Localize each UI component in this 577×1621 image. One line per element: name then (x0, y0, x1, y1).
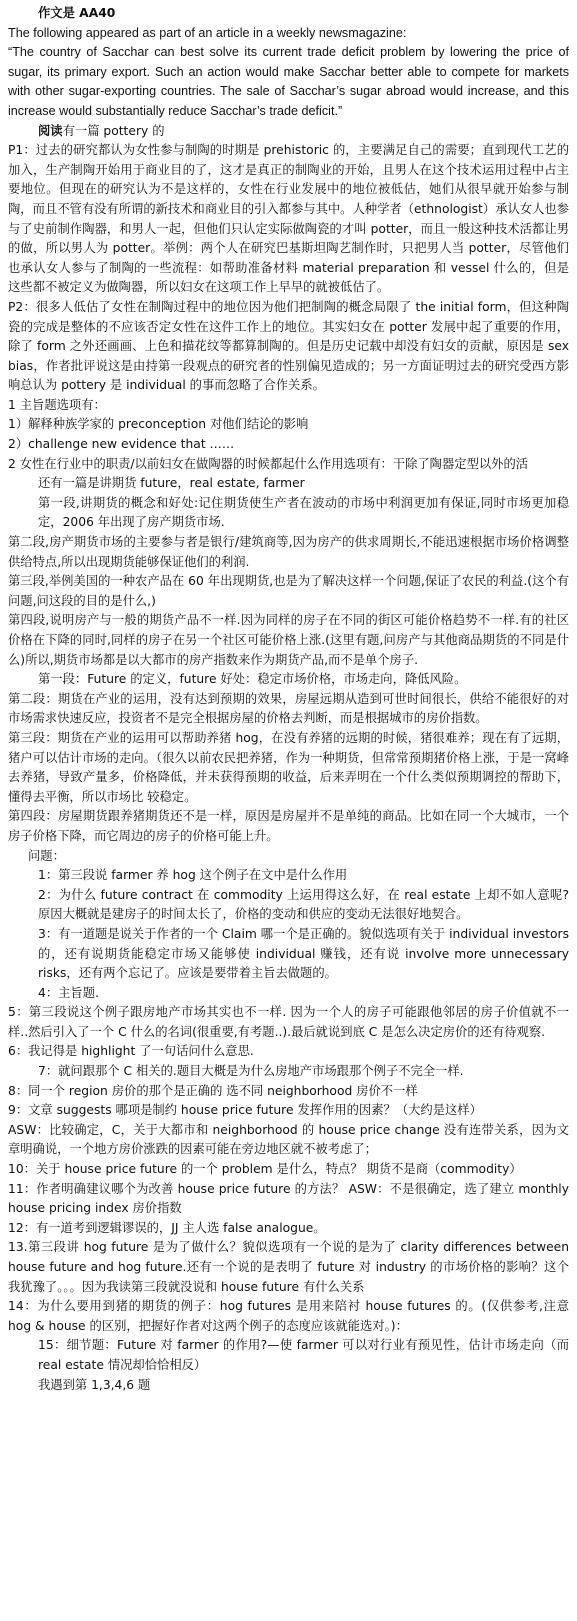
question-10: 10：关于 house price future 的一个 problem 是什么，特点？ 期货不是商（commodity） (8, 1162, 522, 1177)
future-a-para-4: 第四段,说明房产与一般的期货产品不一样.因为同样的房子在不同的街区可能价格趋势不一样.有的社区价格在下降的同时,同样的房子在另一个社区可能价格上涨.(这里有题,问房产与其他商品期货的不同是什么)所以,期货市场都是以大都市的房产指数来作为期货产品,而不是单个房子. (8, 613, 569, 667)
pottery-q1-option-2: 2）challenge new evidence that …… (8, 437, 235, 452)
future-a-para-2: 第二段,房产期货市场的主要参与者是银行/建筑商等,因为房产的供求周期长,不能迅速根据市场价格调整供给特点,所以出现期货能够保证他们的利润. (8, 535, 569, 569)
question-3: 3：有一道题是说关于作者的一个 Claim 哪一个是正确的。貌似选项有关于 individual investors 的，还有说期货能稳定市场又能够使 individual 赚钱，还有说 involve more unnecessary risks，还有两个忘记了。应该是要带着主旨去做题的。 (38, 926, 569, 981)
question-13: 13.第三段讲 hog future 是为了做什么？貌似选项有一个说的是为了 clarity differences between house future and hog future.还有一个说的是表明了 future 对 industry 的市场价格的影响？这个我犹豫了。。。因为我读第三段就没说和 house future 有什么关系 (8, 1240, 569, 1294)
future-b-para-3: 第三段：期货在产业的运用可以帮助养猪 hog，在没有养猪的远期的时候，猪很难养；现在有了远期，猪户可以估计市场的走向。（很久以前农民把养猪，作为一种期货，但常常预期猪价格上涨，于是一窝峰去养猪，导致产量多，价格降低，并未获得预期的收益，后来弄明在一个什么类似预期调控的帮助下，懂得去平衡，所以市场比 较稳定。 (8, 730, 569, 804)
future-summary-b (8, 670, 569, 846)
future-a-para-1: 第一段,讲期货的概念和好处:记住期货使生产者在波动的市场中利润更加有保证,同时市场更加稳定，2006 年出现了房产期货市场. (38, 495, 569, 530)
future-summary-a (8, 494, 569, 670)
question-9: 9：文章 suggests 哪项是制约 house price future 发挥作用的因素？（大约是这样） (8, 1103, 482, 1118)
question-2: 2：为什么 future contract 在 commodity 上运用得这么好，在 real estate 上却不如人意呢? 原因大概就是建房子的时间太长了，价格的变动和供应的变动无法很好地契合。 (38, 887, 569, 922)
question-12: 12：有一道考到逻辑谬误的，JJ 主人选 false analogue。 (8, 1220, 326, 1235)
future-b-para-1: 第一段：Future 的定义，future 好处：稳定市场价格，市场走向，降低风险。 (38, 672, 467, 687)
pottery-q2: 2 女性在行业中的职责/以前妇女在做陶器的时候都起什么作用选项有：干除了陶器定型以外的活 (8, 456, 529, 471)
question-11: 11：作者明确建议哪个为改善 house price future 的方法？ ASW：不是很确定，选了建立 monthly house pricing index 房价指数 (8, 1181, 569, 1216)
pottery-p1: P1：过去的研究都认为女性参与制陶的时期是 prehistoric 的，主要满足自己的需要；直到现代工艺的加入，生产制陶开始用于商业目的了，这才是真正的制陶业的开始，且男人在这个技术运用过程中占主要地位。但现在的研究认为不是这样的，女性在行业发展中的地位被低估，她们从很早就开始参与制陶，而且不管有没有所谓的新技术和商业目的引入都参与其中。人种学者（ethnologist）承认女人也参与了史前制作陶器，和男人一起，但他们只认定实际做陶瓷的才叫 potter，而且一般这种技术活都让男的做，所以男人为 potter。举例：两个人在研究巴基斯坦陶艺制作时，只把男人当 potter，尽管他们也承认女人参与了制陶的一些流程：如帮助准备材料 material preparation 和 vessel 什么的，但是这些都不被定义为做陶器，所以妇女在这项工作上早早的就被低估了。 (8, 143, 569, 295)
question-14: 14：为什么要用到猪的期货的例子：hog futures 是用来陪衬 house futures 的。(仅供参考,注意 hog & house 的区别，把握好作者对这两个例子的态度应该就能选对。)： (8, 1299, 569, 1333)
reading-label: 阅读 (38, 123, 63, 138)
question-5: 5：第三段说这个例子跟房地产市场其实也不一样. 因为一个人的房子可能跟他邻居的房子价值就不一样..然后引入了一个 C 什么的名词(很重要,有考题..).最后就说到底 C 是怎么决定房价的还有待观察. (8, 1005, 569, 1039)
closing-note: 我遇到第 1,3,4,6 题 (38, 1377, 151, 1392)
future-a-para-3: 第三段,举例美国的一种农产品在 60 年出现期货,也是为了解决这样一个问题,保证了农民的利益.(这个有问题,问这段的目的是什么,) (8, 574, 569, 608)
question-1: 1：第三段说 farmer 养 hog 这个例子在文中是什么作用 (38, 868, 348, 883)
pottery-q1: 1 主旨题选项有： (8, 397, 106, 412)
prompt-intro: The following appeared as part of an article in a weekly newsmagazine: (8, 25, 407, 40)
reading-intro: 有一篇 pottery 的 (62, 123, 165, 138)
question-8: 8：同一个 region 房价的那个是正确的 选不同 neighborhood 房价不一样 (8, 1083, 418, 1098)
future-b-para-4: 第四段：房屋期货跟养猪期货还不是一样，原因是房屋并不是单纯的商品。比如在同一个大城市，一个房子价格下降，而它周边的房子的价格可能上升。 (8, 809, 569, 843)
questions-list-a (8, 866, 569, 1003)
question-6: 6：我记得是 highlight 了一句话问什么意思. (8, 1044, 254, 1059)
future-b-para-2: 第二段：期货在产业的运用，没有达到预期的效果，房屋远期从造到可世时间很长，供给不能很好的对市场需求快速反应，投资者不是完全根据房屋的价格去判断，而是根据城市的房价指数。 (8, 691, 569, 726)
question-15: 15：细节题：Future 对 farmer 的作用?—使 farmer 可以对行业有预见性，估计市场走向（而 real estate 情况却恰恰相反） (38, 1338, 569, 1372)
questions-label: 问题： (28, 848, 65, 863)
pottery-section (8, 141, 569, 474)
essay-title: 作文是 AA40 (38, 6, 116, 20)
pottery-q1-option-1: 1）解释种族学家的 preconception 对他们结论的影响 (8, 417, 309, 432)
essay-prompt (8, 24, 569, 122)
questions-list-b (8, 1003, 569, 1336)
pottery-p2: P2：很多人低估了女性在制陶过程中的地位因为他们把制陶的概念局限了 the initial form，但这种陶瓷的完成是整体的不应该否定女性在这件工作上的地位。其实妇女在 potter 发展中起了重要的作用，除了 form 之外还画画、上色和描花纹等都算制陶的。但是历史记载中却没有妇女的贡献，原因是 sex bias，作者批评说这是由持第一段观点的研究者的性别偏见造成的；另一方面证明过去的研究受西方影响总认为 pottery 是 individual 的事而忽略了合作关系。 (8, 299, 569, 393)
question-4: 4：主旨题. (38, 985, 99, 1000)
question-9-answer: ASW：比较确定，C，关于大都市和 neighborhood 的 house price change 没有连带关系，因为文章明确说，一个地方房价涨跌的因素可能在旁边地区就不被考虑了； (8, 1122, 569, 1157)
prompt-quote: “The country of Sacchar can best solve its current trade deficit problem by lowering the price of sugar, its primary export. Such an action would make Sacchar better able to compete for markets with other sugar-exporting countries. The sale of Sacchar’s sugar abroad would increase, and this increase would substantially reduce Sacchar’s trade deficit.” (8, 45, 569, 118)
question-7: 7：就问跟那个 C 相关的.题目大概是为什么房地产市场跟那个例子不完全一样. (38, 1064, 464, 1079)
future-intro: 还有一篇是讲期货 future，real estate, farmer (38, 476, 305, 491)
reading-heading (8, 122, 569, 142)
